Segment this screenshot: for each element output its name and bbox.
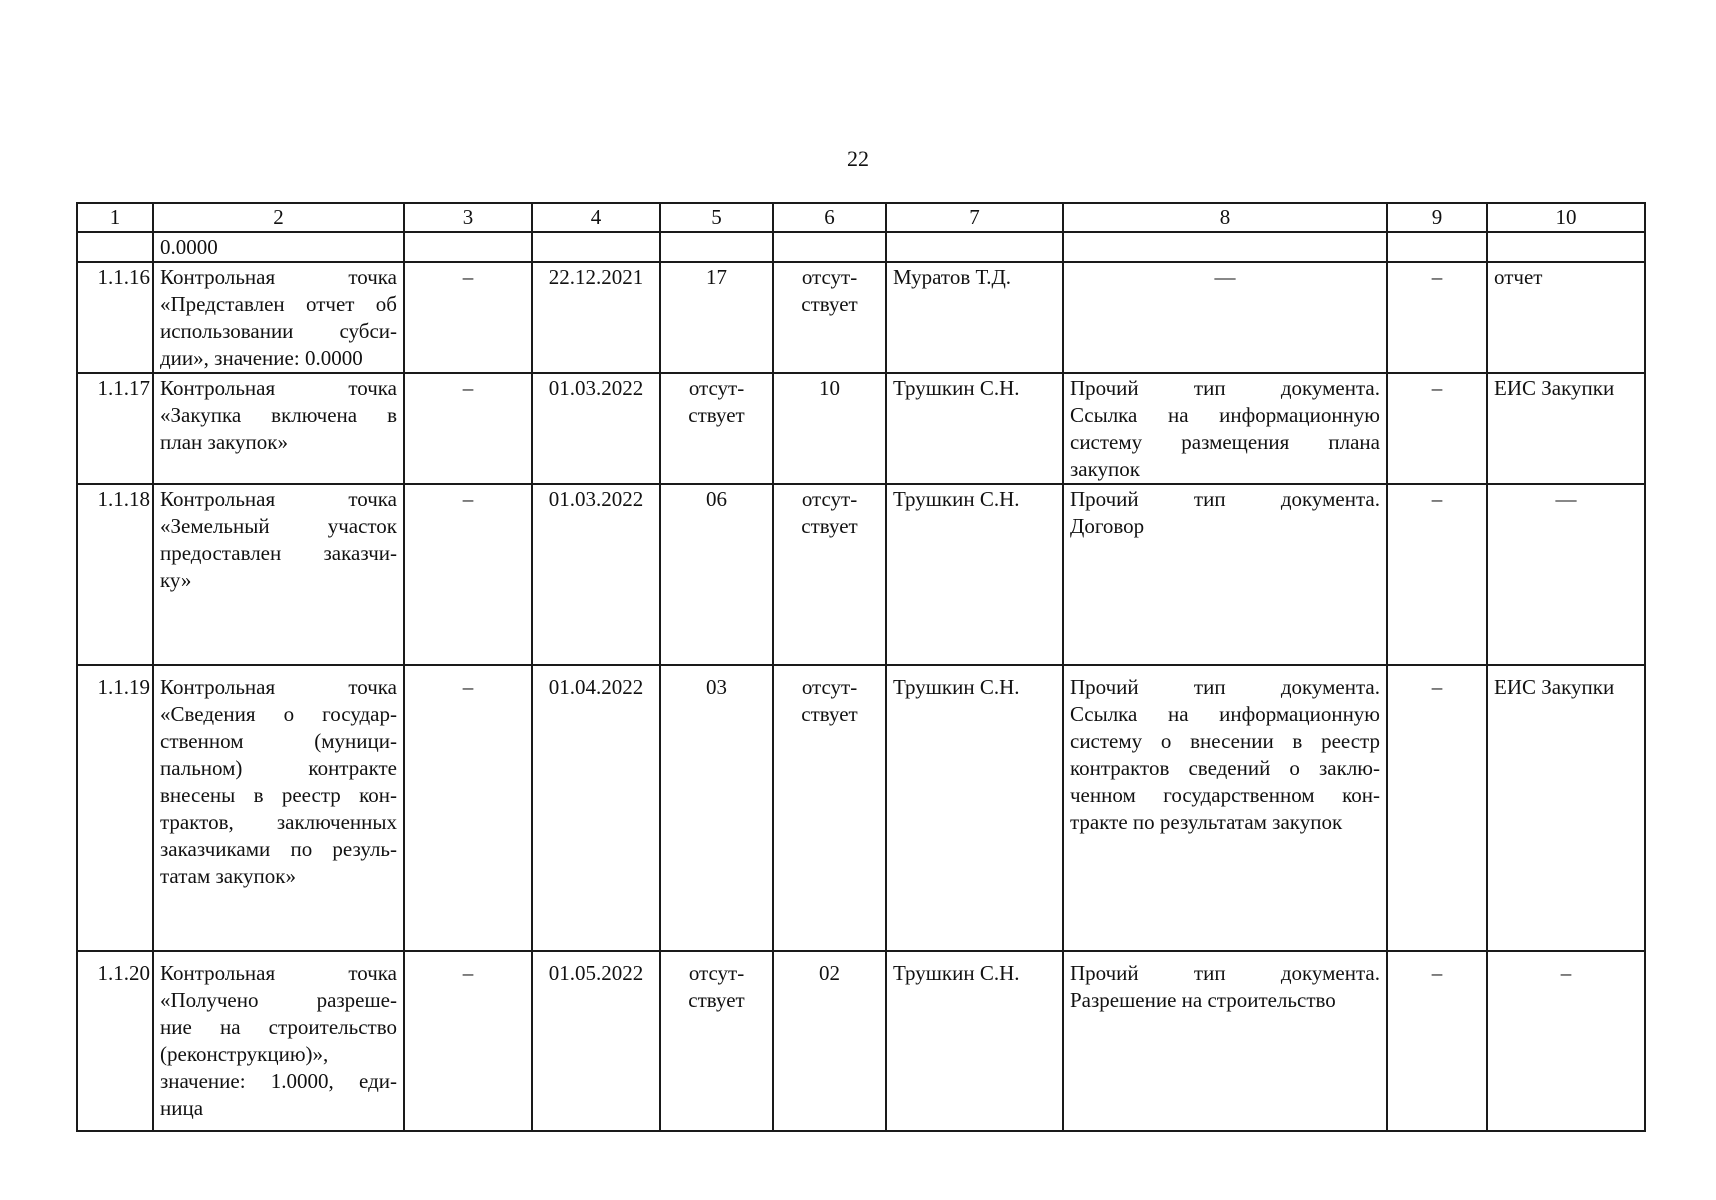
document-line: тракте по результатам закупок [1070,810,1343,834]
description-line: Контрольная точка [160,265,397,289]
absence-cell [660,951,773,1131]
cell-line: ствует [688,988,745,1012]
description-line: ственном (муници- [160,729,397,753]
control-point-description [153,262,404,373]
cell-line: отсут- [801,487,858,511]
description-line: заказчиками по резуль- [160,837,397,861]
control-points-table [76,202,1646,1132]
table-cell [404,232,532,262]
document-type-cell [1063,951,1387,1131]
document-line: — [1214,265,1236,289]
cell-line: ствует [801,514,858,538]
control-point-description [153,951,404,1131]
table-cell [532,232,660,262]
dash-cell: – [404,373,532,484]
value-cell: 06 [660,484,773,665]
responsible-person: Трушкин С.Н. [886,951,1063,1131]
column-header: 10 [1487,203,1645,232]
page-number: 22 [847,146,869,171]
description-line: Контрольная точка [160,961,397,985]
column-header: 5 [660,203,773,232]
row-number: 1.1.18 [77,484,153,665]
value-cell: 17 [660,262,773,373]
document-type-cell [1063,665,1387,951]
source-cell: отчет [1487,262,1645,373]
description-line: ние на строительство [160,1015,397,1039]
description-line: план закупок» [160,430,288,454]
source-cell: – [1487,951,1645,1131]
dash-cell: – [1387,484,1487,665]
control-point-description [153,484,404,665]
table-row [77,665,1645,951]
document-type-cell [1063,373,1387,484]
table-row [77,484,1645,665]
table-cell [1063,232,1387,262]
date-cell: 22.12.2021 [532,262,660,373]
row-number: 1.1.16 [77,262,153,373]
control-point-description [153,665,404,951]
document-line: Ссылка на информационную [1070,702,1380,726]
description-line: Контрольная точка [160,675,397,699]
document-line: закупок [1070,457,1140,481]
absence-cell [773,484,886,665]
description-line: значение: 1.0000, еди- [160,1069,397,1093]
description-line: «Получено разреше- [160,988,397,1012]
document-line: Ссылка на информационную [1070,403,1380,427]
control-point-description [153,373,404,484]
value-cell: 10 [773,373,886,484]
dash-cell: – [404,262,532,373]
absence-cell [773,262,886,373]
document-line: ченном государственном кон- [1070,783,1380,807]
document-type-cell [1063,484,1387,665]
document-line: Разрешение на строительство [1070,988,1336,1012]
description-line: Контрольная точка [160,376,397,400]
description-line: (реконструкцию)», [160,1042,329,1066]
table-cell [1487,232,1645,262]
column-header: 1 [77,203,153,232]
date-cell: 01.04.2022 [532,665,660,951]
cell-line: ствует [801,702,858,726]
column-header: 8 [1063,203,1387,232]
cell-line: отсут- [801,265,858,289]
absence-cell [660,373,773,484]
date-cell: 01.05.2022 [532,951,660,1131]
description-line: дии», значение: 0.0000 [160,346,363,370]
description-line: «Закупка включена в [160,403,397,427]
table-cell [77,232,153,262]
date-cell: 01.03.2022 [532,484,660,665]
column-header: 7 [886,203,1063,232]
responsible-person: Муратов Т.Д. [886,262,1063,373]
cell-line: отсут- [688,376,745,400]
document-line: Договор [1070,514,1145,538]
source-cell: ЕИС Закупки [1487,373,1645,484]
dash-cell: – [1387,373,1487,484]
table-row [77,262,1645,373]
absence-cell [773,665,886,951]
description-line: ница [160,1096,204,1120]
dash-cell: – [404,951,532,1131]
document-line: систему о внесении в реестр [1070,729,1380,753]
description-line: ку» [160,568,192,592]
description-line: трактов, заключенных [160,810,397,834]
responsible-person: Трушкин С.Н. [886,665,1063,951]
description-line: использовании субси- [160,319,397,343]
continuation-text: 0.0000 [153,232,404,262]
description-line: «Сведения о государ- [160,702,397,726]
table-cell [773,232,886,262]
description-line: предоставлен заказчи- [160,541,397,565]
description-line: Контрольная точка [160,487,397,511]
document-line: Прочий тип документа. [1070,675,1380,699]
description-line: «Представлен отчет об [160,292,397,316]
source-cell: ЕИС Закупки [1487,665,1645,951]
responsible-person: Трушкин С.Н. [886,373,1063,484]
continuation-row [77,232,1645,262]
description-line: «Земельный участок [160,514,397,538]
document-line: систему размещения плана [1070,430,1380,454]
table-cell [886,232,1063,262]
document-line: контрактов сведений о заклю- [1070,756,1380,780]
description-line: пальном) контракте [160,756,397,780]
row-number: 1.1.20 [77,951,153,1131]
column-number-header-row [77,203,1645,232]
cell-line: отсут- [688,961,745,985]
description-line: внесены в реестр кон- [160,783,397,807]
document-line: Прочий тип документа. [1070,961,1380,985]
dash-cell: – [1387,262,1487,373]
table-cell [1387,232,1487,262]
source-cell: — [1487,484,1645,665]
cell-line: ствует [688,403,745,427]
document-type-cell [1063,262,1387,373]
date-cell: 01.03.2022 [532,373,660,484]
dash-cell: – [404,484,532,665]
table-row [77,951,1645,1131]
description-line: татам закупок» [160,864,296,888]
column-header: 9 [1387,203,1487,232]
column-header: 2 [153,203,404,232]
document-line: Прочий тип документа. [1070,487,1380,511]
row-number: 1.1.17 [77,373,153,484]
column-header: 4 [532,203,660,232]
column-header: 3 [404,203,532,232]
table-row [77,373,1645,484]
cell-line: отсут- [801,675,858,699]
row-number: 1.1.19 [77,665,153,951]
document-line: Прочий тип документа. [1070,376,1380,400]
column-header: 6 [773,203,886,232]
dash-cell: – [404,665,532,951]
cell-line: ствует [801,292,858,316]
value-cell: 03 [660,665,773,951]
table-cell [660,232,773,262]
value-cell: 02 [773,951,886,1131]
responsible-person: Трушкин С.Н. [886,484,1063,665]
dash-cell: – [1387,665,1487,951]
dash-cell: – [1387,951,1487,1131]
